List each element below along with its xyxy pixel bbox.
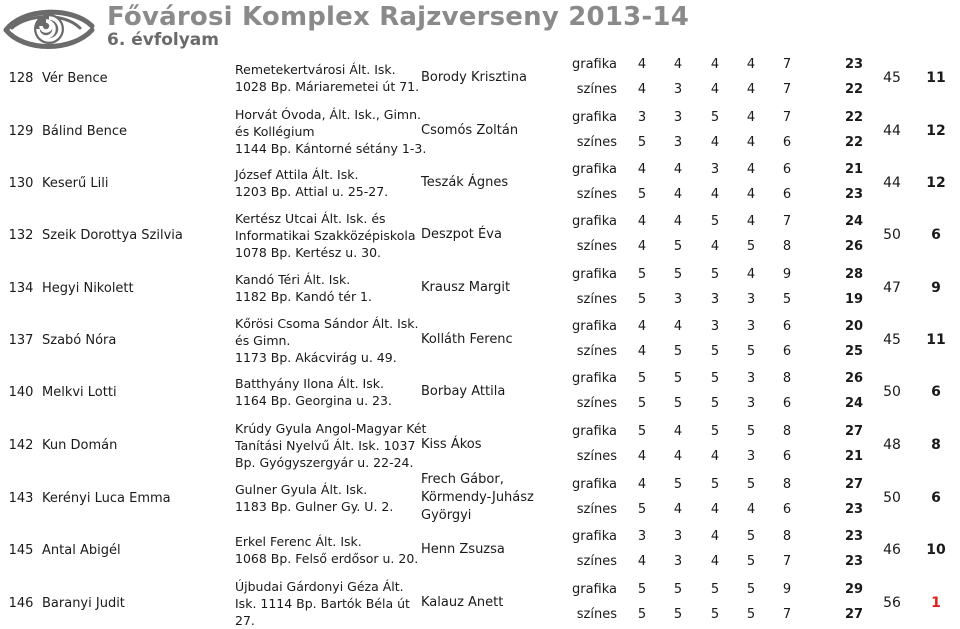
school-line: Kandó Téri Ált. Isk. (235, 272, 351, 287)
category-sum: 27 (844, 607, 864, 622)
category-szines: színes (576, 82, 617, 97)
rank-value: 11 (926, 332, 946, 348)
score-cell: 5 (637, 424, 647, 439)
category-grafika: grafika (571, 57, 617, 72)
category-sum: 19 (844, 292, 864, 307)
score-cell: 5 (746, 424, 756, 439)
school-line: 1078 Bp. Kertész u. 30. (235, 244, 382, 260)
school-address (235, 157, 420, 209)
rank-value: 9 (931, 280, 941, 296)
score-cell: 4 (746, 187, 756, 202)
entry-number: 143 (8, 490, 34, 506)
school-line: és Kollégium (235, 123, 315, 139)
school-line: 1144 Bp. Kántorné sétány 1-3. (235, 140, 427, 156)
score-cell: 5 (746, 607, 756, 622)
score-cell: 3 (673, 135, 683, 150)
score-cell: 3 (710, 292, 720, 307)
category-sum: 23 (844, 529, 864, 544)
school-address (235, 262, 420, 314)
entry-number: 129 (8, 123, 34, 139)
page-subtitle: 6. évfolyam (107, 30, 219, 50)
category-sum: 22 (844, 82, 864, 97)
score-cell: 4 (637, 239, 647, 254)
score-cell: 7 (782, 554, 792, 569)
page-header (0, 0, 960, 58)
teacher-line: Kolláth Ferenc (421, 332, 513, 347)
score-cell: 3 (710, 319, 720, 334)
score-cell: 6 (782, 187, 792, 202)
teacher-name (421, 366, 571, 418)
score-cell: 4 (710, 239, 720, 254)
category-sum: 22 (844, 110, 864, 125)
category-sum: 22 (844, 135, 864, 150)
score-cell: 5 (673, 344, 683, 359)
category-sum: 23 (844, 187, 864, 202)
school-line: Bp. Gyógyszergyár u. 22-24. (235, 454, 414, 470)
category-sum: 23 (844, 57, 864, 72)
score-cell: 5 (637, 396, 647, 411)
category-sum: 21 (844, 162, 864, 177)
score-cell: 7 (782, 57, 792, 72)
score-cell: 8 (782, 529, 792, 544)
score-cell: 5 (710, 396, 720, 411)
score-cell: 9 (782, 267, 792, 282)
school-line: 1164 Bp. Georgina u. 23. (235, 393, 392, 408)
score-cell: 4 (746, 162, 756, 177)
score-cell: 4 (637, 319, 647, 334)
score-cell: 5 (637, 371, 647, 386)
school-address (235, 524, 420, 576)
score-cell: 4 (710, 529, 720, 544)
score-cell: 5 (637, 187, 647, 202)
table-row (0, 577, 960, 629)
table-row (0, 472, 960, 524)
category-grafika: grafika (571, 371, 617, 386)
rank-value: 6 (931, 490, 941, 506)
table-row (0, 314, 960, 366)
score-cell: 4 (637, 449, 647, 464)
score-cell: 5 (637, 135, 647, 150)
score-cell: 4 (710, 135, 720, 150)
category-sum: 23 (844, 502, 864, 517)
category-grafika: grafika (571, 477, 617, 492)
student-name: Szeik Dorottya Szilvia (42, 227, 183, 243)
teacher-name (421, 105, 571, 157)
category-szines: színes (576, 396, 617, 411)
school-address (235, 472, 420, 524)
category-szines: színes (576, 502, 617, 517)
category-sum: 21 (844, 449, 864, 464)
school-line: Horvát Óvoda, Ált. Isk., Gimn. (235, 106, 422, 122)
score-cell: 4 (637, 82, 647, 97)
score-cell: 9 (782, 582, 792, 597)
entry-number: 145 (8, 542, 34, 558)
score-cell: 5 (746, 582, 756, 597)
score-cell: 5 (782, 292, 792, 307)
category-grafika: grafika (571, 110, 617, 125)
score-cell: 7 (782, 110, 792, 125)
score-cell: 5 (710, 582, 720, 597)
school-line: Kertész Utcai Ált. Isk. és (235, 210, 386, 226)
student-name: Kerényi Luca Emma (42, 490, 171, 506)
score-cell: 3 (673, 529, 683, 544)
school-line: 1203 Bp. Attial u. 25-27. (235, 184, 389, 199)
score-cell: 6 (782, 396, 792, 411)
teacher-line: Borody Krisztina (421, 70, 527, 85)
score-cell: 3 (746, 449, 756, 464)
entry-number: 128 (8, 70, 34, 86)
teacher-name (421, 209, 571, 261)
school-address (235, 366, 420, 418)
total-score: 50 (883, 490, 901, 506)
school-line: Batthyány Ilona Ált. Isk. (235, 376, 384, 391)
total-score: 45 (883, 70, 901, 86)
school-line: Kőrösi Csoma Sándor Ált. Isk. (235, 315, 419, 331)
rank-value: 10 (926, 542, 946, 558)
score-cell: 4 (746, 110, 756, 125)
score-cell: 5 (637, 292, 647, 307)
rank-value: 1 (931, 595, 941, 611)
score-cell: 5 (673, 477, 683, 492)
score-cell: 4 (673, 502, 683, 517)
student-name: Melkvi Lotti (42, 384, 117, 400)
total-score: 50 (883, 227, 901, 243)
score-cell: 3 (673, 110, 683, 125)
score-cell: 5 (710, 214, 720, 229)
entry-number: 137 (8, 332, 34, 348)
category-sum: 28 (844, 267, 864, 282)
score-cell: 4 (710, 57, 720, 72)
score-cell: 5 (710, 477, 720, 492)
teacher-name (421, 472, 571, 524)
score-cell: 3 (673, 554, 683, 569)
teacher-line: Frech Gábor, (421, 472, 504, 487)
score-cell: 6 (782, 135, 792, 150)
school-line: és Gimn. (235, 332, 291, 348)
teacher-line: Deszpot Éva (421, 227, 502, 242)
category-szines: színes (576, 239, 617, 254)
score-cell: 8 (782, 239, 792, 254)
score-cell: 4 (710, 502, 720, 517)
school-line: 1183 Bp. Gulner Gy. U. 2. (235, 499, 394, 514)
score-cell: 5 (673, 267, 683, 282)
category-sum: 27 (844, 424, 864, 439)
category-sum: 24 (844, 396, 864, 411)
category-sum: 20 (844, 319, 864, 334)
score-cell: 4 (637, 344, 647, 359)
school-line: Tanítási Nyelvű Ált. Isk. 1037 (235, 437, 416, 453)
student-name: Antal Abigél (42, 542, 121, 558)
teacher-name (421, 419, 571, 471)
score-cell: 5 (710, 267, 720, 282)
school-address (235, 52, 420, 104)
school-line: Isk. 1114 Bp. Bartók Béla út (235, 595, 410, 611)
score-cell: 5 (673, 607, 683, 622)
score-cell: 4 (673, 424, 683, 439)
teacher-line: Teszák Ágnes (421, 175, 509, 190)
school-address (235, 419, 427, 471)
teacher-name (421, 262, 571, 314)
teacher-name (421, 52, 571, 104)
spiral-eye-logo-icon (2, 0, 97, 55)
table-row (0, 52, 960, 104)
score-cell: 3 (637, 110, 647, 125)
student-name: Baranyi Judit (42, 595, 125, 611)
score-cell: 3 (673, 82, 683, 97)
school-line: Gulner Gyula Ált. Isk. (235, 482, 368, 497)
score-cell: 6 (782, 162, 792, 177)
score-cell: 4 (673, 449, 683, 464)
total-score: 47 (883, 280, 901, 296)
entry-number: 140 (8, 384, 34, 400)
score-cell: 4 (746, 57, 756, 72)
score-cell: 5 (746, 477, 756, 492)
category-sum: 24 (844, 214, 864, 229)
score-cell: 4 (637, 554, 647, 569)
score-cell: 5 (673, 582, 683, 597)
category-grafika: grafika (571, 267, 617, 282)
rank-value: 11 (926, 70, 946, 86)
score-cell: 3 (746, 371, 756, 386)
score-cell: 5 (637, 582, 647, 597)
school-line: 1068 Bp. Felső erdősor u. 20. (235, 551, 419, 566)
total-score: 56 (883, 595, 901, 611)
rank-value: 6 (931, 384, 941, 400)
category-szines: színes (576, 554, 617, 569)
entry-number: 134 (8, 280, 34, 296)
category-szines: színes (576, 449, 617, 464)
score-cell: 7 (782, 607, 792, 622)
student-name: Vér Bence (42, 70, 108, 86)
score-cell: 5 (673, 239, 683, 254)
category-szines: színes (576, 187, 617, 202)
score-cell: 5 (746, 529, 756, 544)
score-cell: 8 (782, 477, 792, 492)
table-row (0, 105, 960, 157)
category-sum: 23 (844, 554, 864, 569)
score-cell: 4 (637, 162, 647, 177)
rank-value: 6 (931, 227, 941, 243)
category-sum: 26 (844, 239, 864, 254)
page-title: Fővárosi Komplex Rajzverseny 2013-14 (107, 2, 689, 32)
total-score: 50 (883, 384, 901, 400)
category-sum: 29 (844, 582, 864, 597)
score-cell: 4 (673, 187, 683, 202)
table-row (0, 366, 960, 418)
score-cell: 4 (673, 57, 683, 72)
category-szines: színes (576, 607, 617, 622)
score-cell: 4 (710, 187, 720, 202)
category-szines: színes (576, 292, 617, 307)
category-grafika: grafika (571, 529, 617, 544)
total-score: 45 (883, 332, 901, 348)
table-row (0, 419, 960, 471)
teacher-line: Csomós Zoltán (421, 123, 519, 138)
teacher-name (421, 524, 571, 576)
category-grafika: grafika (571, 319, 617, 334)
score-cell: 5 (637, 267, 647, 282)
score-cell: 5 (710, 371, 720, 386)
score-cell: 4 (673, 319, 683, 334)
school-line: Erkel Ferenc Ált. Isk. (235, 534, 362, 549)
score-cell: 5 (637, 502, 647, 517)
rank-value: 12 (926, 123, 946, 139)
score-cell: 4 (710, 449, 720, 464)
school-address (235, 209, 420, 261)
school-line: 1028 Bp. Máriaremetei út 71. (235, 79, 420, 94)
score-cell: 5 (746, 344, 756, 359)
table-row (0, 524, 960, 576)
category-grafika: grafika (571, 162, 617, 177)
rank-value: 12 (926, 175, 946, 191)
total-score: 44 (883, 123, 901, 139)
score-cell: 5 (746, 554, 756, 569)
score-cell: 6 (782, 344, 792, 359)
entry-number: 132 (8, 227, 34, 243)
school-line: 1182 Bp. Kandó tér 1. (235, 289, 372, 304)
table-row (0, 262, 960, 314)
teacher-line: Kiss Ákos (421, 437, 482, 452)
score-cell: 7 (782, 214, 792, 229)
school-line: 1173 Bp. Akácvirág u. 49. (235, 349, 397, 365)
score-cell: 5 (673, 371, 683, 386)
category-grafika: grafika (571, 582, 617, 597)
score-cell: 4 (637, 477, 647, 492)
entry-number: 142 (8, 437, 34, 453)
table-row (0, 157, 960, 209)
score-cell: 4 (746, 267, 756, 282)
score-cell: 3 (746, 292, 756, 307)
school-line: Krúdy Gyula Angol-Magyar Két (235, 420, 427, 436)
teacher-line: Györgyi (421, 508, 472, 523)
student-name: Szabó Nóra (42, 332, 117, 348)
score-cell: 4 (637, 57, 647, 72)
score-cell: 3 (673, 292, 683, 307)
school-line: Újbudai Gárdonyi Géza Ált. (235, 578, 404, 594)
teacher-line: Borbay Attila (421, 384, 506, 399)
category-sum: 26 (844, 371, 864, 386)
school-address (235, 105, 427, 157)
rank-value: 8 (931, 437, 941, 453)
score-cell: 3 (746, 319, 756, 334)
category-sum: 25 (844, 344, 864, 359)
teacher-name (421, 314, 571, 366)
score-cell: 7 (782, 82, 792, 97)
student-name: Kun Domán (42, 437, 118, 453)
score-cell: 5 (673, 396, 683, 411)
school-line: József Attila Ált. Isk. (235, 167, 359, 182)
teacher-line: Henn Zsuzsa (421, 542, 505, 557)
score-cell: 6 (782, 502, 792, 517)
category-szines: színes (576, 135, 617, 150)
school-line: 27. (235, 612, 255, 628)
score-cell: 4 (746, 214, 756, 229)
score-cell: 3 (710, 162, 720, 177)
teacher-line: Kalauz Anett (421, 595, 504, 610)
student-name: Bálind Bence (42, 123, 128, 139)
score-cell: 5 (710, 424, 720, 439)
score-cell: 4 (637, 214, 647, 229)
category-sum: 27 (844, 477, 864, 492)
score-cell: 6 (782, 319, 792, 334)
student-name: Hegyi Nikolett (42, 280, 134, 296)
total-score: 48 (883, 437, 901, 453)
score-cell: 5 (710, 607, 720, 622)
teacher-name (421, 577, 571, 629)
total-score: 44 (883, 175, 901, 191)
score-cell: 4 (673, 162, 683, 177)
teacher-line: Körmendy-Juhász (421, 490, 534, 505)
school-line: Informatikai Szakközépiskola (235, 227, 416, 243)
entry-number: 146 (8, 595, 34, 611)
score-cell: 8 (782, 424, 792, 439)
school-address (235, 577, 420, 629)
student-name: Keserű Lili (42, 175, 109, 191)
total-score: 46 (883, 542, 901, 558)
score-cell: 6 (782, 449, 792, 464)
score-cell: 3 (637, 529, 647, 544)
teacher-name (421, 157, 571, 209)
score-cell: 3 (746, 396, 756, 411)
teacher-line: Krausz Margit (421, 280, 511, 295)
school-line: Remetekertvárosi Ált. Isk. (235, 62, 396, 77)
category-grafika: grafika (571, 214, 617, 229)
score-cell: 5 (637, 607, 647, 622)
school-address (235, 314, 420, 366)
score-cell: 4 (710, 82, 720, 97)
table-row (0, 209, 960, 261)
score-cell: 4 (746, 82, 756, 97)
category-szines: színes (576, 344, 617, 359)
entry-number: 130 (8, 175, 34, 191)
score-cell: 4 (673, 214, 683, 229)
score-cell: 4 (746, 502, 756, 517)
score-cell: 5 (710, 344, 720, 359)
score-cell: 4 (710, 554, 720, 569)
score-cell: 5 (710, 110, 720, 125)
score-cell: 8 (782, 371, 792, 386)
category-grafika: grafika (571, 424, 617, 439)
score-cell: 4 (746, 135, 756, 150)
score-cell: 5 (746, 239, 756, 254)
